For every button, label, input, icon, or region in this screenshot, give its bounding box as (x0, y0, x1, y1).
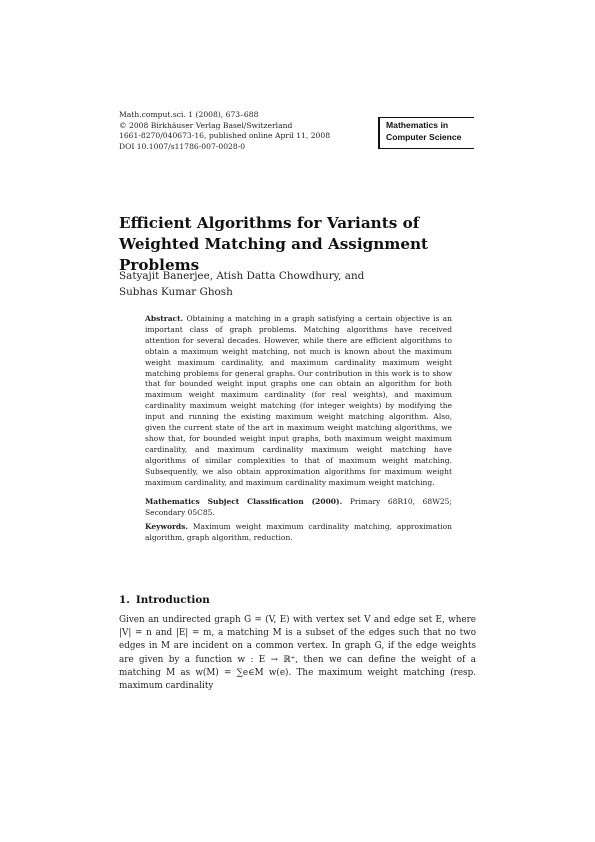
journal-logo-box (378, 117, 474, 149)
authors-line-2: Subhas Kumar Ghosh (119, 286, 233, 298)
paper-title: Efficient Algorithms for Variants of Weighted Matching and Assignment Problems (119, 214, 429, 274)
abstract-text: Obtaining a matching in a graph satisfying a certain objective is an important class of graph problems. Matching algorithms have received attention for several decades. However, while there are efficient algorithms to obtain a maximum weight matching, not much is known about the maximum weight maximum cardinality, and maximum cardinality maximum weight matching problems for general graphs. Our contribution in this work is to show that for bounded weight input graphs one can obtain an algorithm for both maximum weight maximum cardinality (for real weights), and maximum cardinality maximum weight matching (for integer weights) by modifying the input and running the existing maximum weight matching algorithm. Also, given the current state of the art in maximum weight matching algorithms, we show that, for bounded weight input graphs, both maximum weight maximum cardinality, and maximum cardinality maximum weight matching have algorithms of similar complexities to that of maximum weight matching. Subsequently, we also obtain approximation algorithms for maximum weight maximum cardinality, and maximum cardinality maximum weight matching. (145, 314, 452, 487)
introduction-body: Given an undirected graph G = (V, E) with vertex set V and edge set E, where |V| = n and |E| = m, a matching M is a subset of the edges such that no two edges in M are incident on a common vertex. In graph G, if the edge weights are given by a function w : E → ℝ⁺, then we can define the weight of a matching M as w(M) = ∑e∈M w(e). The maximum weight matching (resp. maximum cardinality (119, 615, 476, 692)
keywords-text: Maximum weight maximum cardinality matching, approximation algorithm, graph algorithm, reduction. (145, 522, 452, 542)
publication-metadata (119, 110, 359, 152)
journal-name-line1: Mathematics in (386, 120, 449, 130)
subject-classification (145, 497, 452, 519)
msc-text: Primary 68R10, 68W25; Secondary 05C85. (145, 497, 452, 517)
author-list (119, 268, 449, 300)
issn-line: 1661-8270/040673-16, published online April 11, 2008 (119, 131, 331, 140)
section-number: 1. (119, 594, 130, 606)
keywords-label: Keywords. (145, 522, 188, 531)
journal-name-line2: Computer Science (386, 131, 462, 142)
abstract-label: Abstract. (145, 314, 184, 323)
abstract (145, 314, 452, 489)
doi-line: DOI 10.1007/s11786-007-0028-0 (119, 141, 246, 151)
section-title: Introduction (135, 594, 210, 606)
journal-box-rule (380, 117, 474, 118)
msc-label: Mathematics Subject Classification (2000). (145, 497, 343, 506)
authors-line-1: Satyajit Banerjee, Atish Datta Chowdhury, and (119, 270, 365, 282)
citation-line: Math.comput.sci. 1 (2008), 673–688 (119, 110, 259, 119)
copyright-line: © 2008 Birkhäuser Verlag Basel/Switzerland (119, 120, 293, 130)
section-heading (119, 594, 216, 606)
keywords (145, 522, 452, 544)
